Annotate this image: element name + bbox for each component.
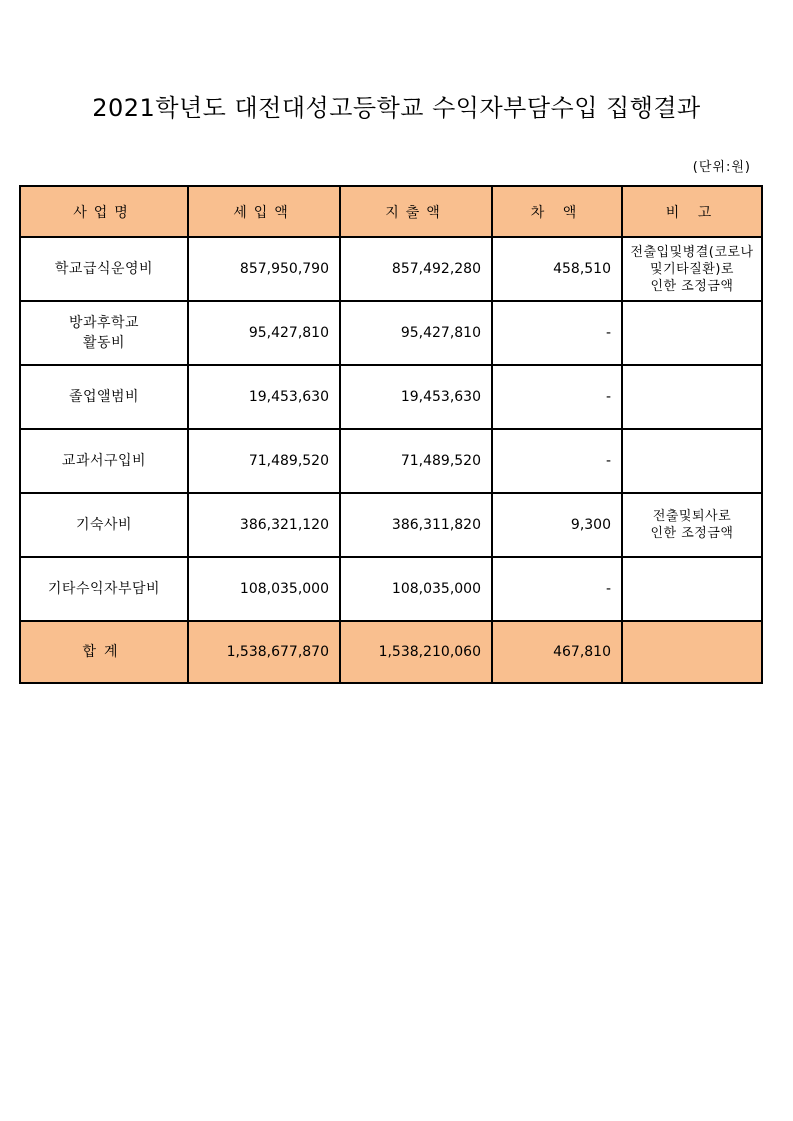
row-name bbox=[20, 237, 188, 301]
header-note: 비 고 bbox=[622, 186, 762, 237]
row-name-line1: 방과후학교 bbox=[68, 315, 140, 331]
total-label: 합계 bbox=[20, 621, 188, 683]
row-income: 19,453,630 bbox=[188, 365, 340, 429]
row-name: 기숙사비 bbox=[20, 493, 188, 557]
row-name: 졸업앨범비 bbox=[20, 365, 188, 429]
note-line: 인한 조정금액 bbox=[650, 526, 734, 541]
row-note bbox=[622, 237, 762, 301]
row-expense: 71,489,520 bbox=[340, 429, 492, 493]
row-name: 교과서구입비 bbox=[20, 429, 188, 493]
row-note bbox=[622, 301, 762, 365]
row-note bbox=[622, 429, 762, 493]
row-income: 108,035,000 bbox=[188, 557, 340, 621]
header-diff: 차 액 bbox=[492, 186, 622, 237]
note-line: 전출입및병결(코로나 bbox=[630, 244, 754, 260]
row-name-line2: 활동비 bbox=[82, 335, 126, 351]
row-note bbox=[622, 365, 762, 429]
row-expense: 95,427,810 bbox=[340, 301, 492, 365]
row-expense: 857,492,280 bbox=[340, 237, 492, 301]
header-name: 사업명 bbox=[20, 186, 188, 237]
row-name-line1: 학교급식운영비 bbox=[54, 261, 154, 277]
total-expense: 1,538,210,060 bbox=[340, 621, 492, 683]
row-note bbox=[622, 557, 762, 621]
total-income: 1,538,677,870 bbox=[188, 621, 340, 683]
unit-label: (단위:원) bbox=[692, 160, 751, 175]
row-name bbox=[20, 301, 188, 365]
row-income: 857,950,790 bbox=[188, 237, 340, 301]
row-diff: - bbox=[492, 301, 622, 365]
row-diff: - bbox=[492, 365, 622, 429]
table-row bbox=[20, 493, 762, 557]
table-row bbox=[20, 301, 762, 365]
row-expense: 19,453,630 bbox=[340, 365, 492, 429]
row-expense: 108,035,000 bbox=[340, 557, 492, 621]
note-line: 전출및퇴사로 bbox=[652, 509, 732, 524]
row-expense: 386,311,820 bbox=[340, 493, 492, 557]
row-diff: - bbox=[492, 429, 622, 493]
note-line: 인한 조정금액 bbox=[650, 278, 734, 294]
row-income: 386,321,120 bbox=[188, 493, 340, 557]
table-row bbox=[20, 237, 762, 301]
total-note bbox=[622, 621, 762, 683]
header-expense: 지출액 bbox=[340, 186, 492, 237]
row-income: 71,489,520 bbox=[188, 429, 340, 493]
row-diff: 9,300 bbox=[492, 493, 622, 557]
table-row bbox=[20, 557, 762, 621]
row-note bbox=[622, 493, 762, 557]
row-income: 95,427,810 bbox=[188, 301, 340, 365]
total-diff: 467,810 bbox=[492, 621, 622, 683]
header-income: 세입액 bbox=[188, 186, 340, 237]
row-diff: 458,510 bbox=[492, 237, 622, 301]
table-row bbox=[20, 365, 762, 429]
header-row bbox=[20, 186, 762, 237]
note-line: 및기타질환)로 bbox=[650, 261, 734, 277]
table-row bbox=[20, 429, 762, 493]
row-diff: - bbox=[492, 557, 622, 621]
total-row bbox=[20, 621, 762, 683]
page-title: 2021학년도 대전대성고등학교 수익자부담수입 집행결과 bbox=[92, 94, 701, 122]
row-name: 기타수익자부담비 bbox=[20, 557, 188, 621]
budget-table bbox=[19, 185, 763, 684]
